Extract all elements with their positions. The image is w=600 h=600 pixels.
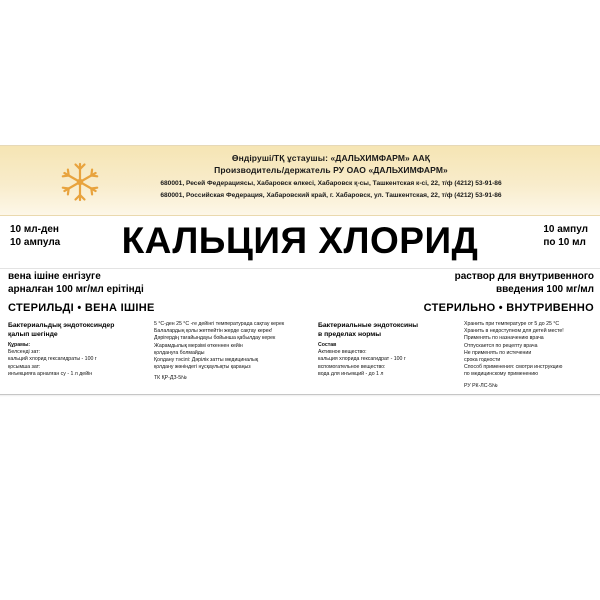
composition-ru-3: вспомогательное вещество: [318,363,386,370]
manufacturer-line-kk: Өндіруші/ТҚ ұстаушы: «ДАЛЬХИМФАРМ» ААҚ [231,153,431,163]
storage-kk-3: Жарамдылық мерзімі өткеннен кейін [154,342,243,349]
storage-ru-6: Способ применения: смотри инструкцию [464,364,563,371]
subtitle-row [0,269,600,317]
composition-ru-1: Активное вещество: [318,349,367,356]
subtitle-ru-block [318,271,594,315]
column-storage-ru [464,321,592,390]
address-line-ru: 680001, Российская Федерация, Хабаровский край, г. Хабаровск, ул. Ташкентская, 22, т/ф (4212) 53-91-86 [160,192,502,200]
column-composition-kk [8,321,148,390]
subtitle-kk: вена ішіне енгізуге арналған 100 мг/мл ерітінді [8,271,144,295]
storage-kk-2: Дәрігердің тағайындауы бойынша қабылдау керек [154,335,276,342]
composition-kk-3: қосымша зат: [8,363,41,370]
storage-ru-2: Применять по назначению врача [464,335,544,342]
storage-ru-1: Хранить в недоступном для детей месте! [464,328,564,335]
snowflake-icon [58,160,102,204]
composition-kk-1: Белсенді зат: [8,349,41,356]
composition-kk-4: инъекцияға арналған су - 1 л дейін [8,370,93,377]
composition-kk-2: кальций хлорид гексагидраты - 100 г [8,356,97,363]
title-row [0,216,600,269]
endotoxin-heading-ru: Бактериальные эндотоксины в пределах нормы [318,322,419,338]
storage-ru-4: Не применять по истечении [464,349,532,356]
sterile-ru: СТЕРИЛЬНО • ВНУТРИВЕННО [423,302,594,315]
manufacturer-band [0,146,600,216]
page-title: КАЛЬЦИЯ ХЛОРИД [121,220,479,261]
composition-ru-2: кальция хлорида гексагидрат - 100 г [318,356,406,363]
storage-kk-4: қолдануға болмайды [154,349,205,356]
composition-kk-0: Құрамы: [8,342,31,348]
manufacturer-line-ru: Производитель/держатель РУ ОАО «ДАЛЬХИМФАРМ» [214,165,448,175]
registration-kk: ТК ҚР-ДЗ-5№ [154,375,187,382]
fine-print-columns [0,317,600,390]
storage-ru-0: Хранить при температуре от 5 до 25 °С [464,321,560,327]
composition-ru-0: Состав [318,342,337,348]
subtitle-kk-block [8,271,284,315]
storage-kk-5: Қолдану тәсілі: Дәрілік затты медициналық [154,357,259,364]
endotoxin-heading-kk: Бактериальдық эндотоксиндер қалып шегінде [8,322,115,338]
registration-ru: РУ РК-ЛС-5№ [464,382,498,389]
address-line-kk: 680001, Ресей Федерациясы, Хабаровск өлкесі, Хабаровск қ-сы, Ташкентская к-сі, 22, т/ф (4212) 53-91-86 [160,180,502,187]
column-storage-kk [154,321,312,390]
storage-kk-6: қолдану жөніндегі нұсқаулықты қараңыз [154,364,251,371]
storage-ru-3: Отпускается по рецепту врача [464,342,538,349]
sterile-kk: СТЕРИЛЬДІ • ВЕНА ІШІНЕ [8,302,155,315]
product-label [0,145,600,395]
storage-kk-0: 5 °С-ден 25 °С -ге дейінгі температурада сақтау керек [154,321,285,327]
storage-kk-1: Балалардың қолы жетпейтін жерде сақтау керек! [154,328,273,335]
column-composition-ru [318,321,458,390]
label-bottom-edge [0,394,600,397]
storage-ru-5: срока годности [464,357,501,364]
composition-ru-4: вода для инъекций - до 1 л [318,370,384,377]
subtitle-ru: раствор для внутривенного введения 100 мг/мл [454,271,594,295]
volume-left: 10 мл-ден 10 ампула [10,224,61,248]
volume-right: 10 ампул по 10 мл [543,224,588,248]
storage-ru-7: по медицинскому применению [464,371,539,378]
